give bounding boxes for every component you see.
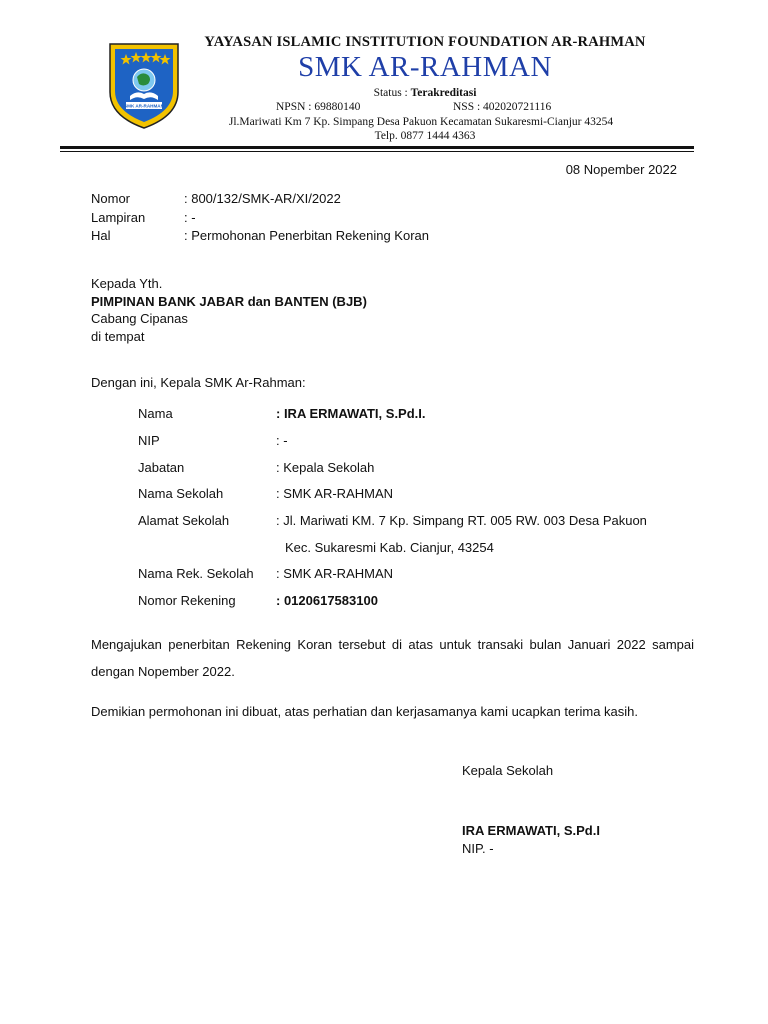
school-phone: Telp. 0877 1444 4363 [374,130,476,142]
signature-name: IRA ERMAWATI, S.Pd.I [462,823,600,838]
letter-date: 08 Nopember 2022 [565,162,677,177]
signature-nip: NIP. - [462,841,494,856]
rek-nomor-value: : 0120617583100 [276,593,378,608]
body-paragraph-1: Mengajukan penerbitan Rekening Koran tersebut di atas untuk transaki bulan Januari 2022 sampai dengan Nopember 2022. [91,637,694,679]
jabatan-value: : Kepala Sekolah [276,460,375,475]
alamat-value-line1: : Jl. Mariwati KM. 7 Kp. Simpang RT. 005 RW. 003 Desa Pakuon [276,513,647,528]
school-name: SMK AR-RAHMAN [298,51,552,83]
nomor-label: Nomor [91,191,131,206]
rek-nama-label: Nama Rek. Sekolah [138,566,254,581]
signature-title: Kepala Sekolah [462,763,554,778]
nip-label: NIP [138,433,160,448]
rek-nama-value: : SMK AR-RAHMAN [276,566,394,581]
alamat-value-line2: Kec. Sukaresmi Kab. Cianjur, 43254 [285,540,494,555]
hal-label: Hal [91,228,111,243]
npsn: NPSN : 69880140 [276,101,361,113]
intro-text: Dengan ini, Kepala SMK Ar-Rahman: [91,375,306,390]
accreditation-status [190,87,660,99]
letterhead-divider-thick [60,146,694,149]
alamat-label: Alamat Sekolah [138,513,230,528]
recipient-name: PIMPINAN BANK JABAR dan BANTEN (BJB) [91,294,367,309]
status-value: Terakreditasi [410,87,477,99]
rek-nomor-label: Nomor Rekening [138,593,236,608]
recipient-place: di tempat [91,329,145,344]
school-address: Jl.Mariwati Km 7 Kp. Simpang Desa Pakuon Kecamatan Sukaresmi-Cianjur 43254 [228,116,614,128]
nama-label: Nama [138,406,173,421]
foundation-name: YAYASAN ISLAMIC INSTITUTION FOUNDATION AR-RAHMAN [204,34,646,50]
nip-value: : - [276,433,288,448]
jabatan-label: Jabatan [138,460,185,475]
recipient-greeting: Kepada Yth. [91,276,163,291]
lampiran-value: : - [184,210,196,225]
school-logo-shield-icon [104,40,184,130]
logo-text: SMK AR-RAHMAN [124,103,164,109]
body-paragraph-2: Demikian permohonan ini dibuat, atas perhatian dan kerjasamanya kami ucapkan terima kasih. [91,704,639,719]
nama-value: : IRA ERMAWATI, S.Pd.I. [276,406,426,421]
lampiran-label: Lampiran [91,210,146,225]
status-label: Status : [373,87,408,99]
nss: NSS : 402020721116 [453,101,552,113]
nama-sekolah-label: Nama Sekolah [138,486,224,501]
nama-sekolah-value: : SMK AR-RAHMAN [276,486,394,501]
nomor-value: : 800/132/SMK-AR/XI/2022 [184,191,341,206]
letterhead-divider-thin [60,151,694,152]
hal-value: : Permohonan Penerbitan Rekening Koran [184,228,429,243]
recipient-branch: Cabang Cipanas [91,311,188,326]
